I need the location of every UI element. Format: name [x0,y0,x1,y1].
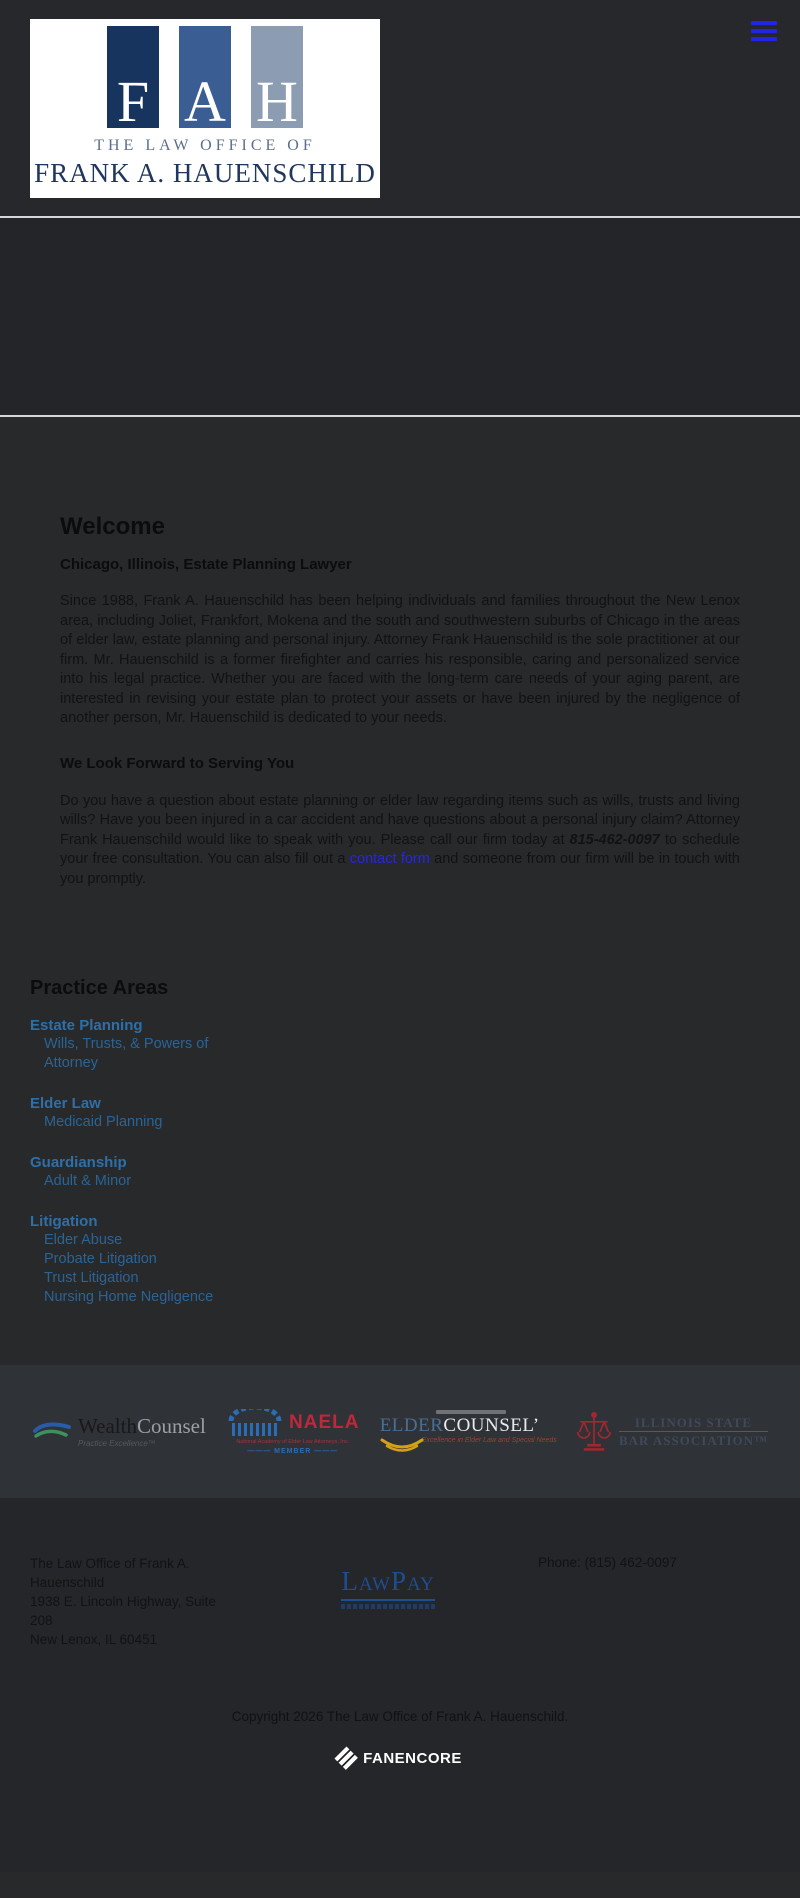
logo-initial-f: F [116,68,150,134]
paragraph-2-text-end: and someone from our firm will be in touch with you promptly. [60,851,740,887]
isba-line1: ILLINOIS STATE [634,1415,753,1430]
contact-form-link[interactable]: contact form [349,851,430,867]
logo-bar-a [179,26,231,134]
practice-areas-title: Practice Areas [30,977,169,999]
wealthcounsel-swoosh-icon [32,1420,72,1444]
practice-link-adult-minor[interactable]: Adult & Minor [44,1173,132,1189]
fanencore-diamond-icon [335,1746,359,1770]
practice-link-litigation[interactable]: Litigation [30,1213,98,1230]
practice-link-probate-litigation[interactable]: Probate Litigation [44,1251,157,1267]
wealthcounsel-tagline: Practice Excellence™ [78,1438,156,1448]
logo-tagline: THE LAW OFFICE OF [94,137,316,154]
phone-number-inline: 815-462-0097 [569,831,660,848]
address-street: 1938 E. Lincoln Highway, Suite 208 [30,1594,216,1628]
paragraph-2-text: Do you have a question about estate planning or elder law regarding items such as wills, trusts and living wills? Have you been injured in a car accident and have questions about a personal injury claim? Attorney Frank Hauenschild would like to speak with you. Please call our firm today at [60,792,740,848]
practice-link-nursing-home-negligence[interactable]: Nursing Home Negligence [44,1289,214,1305]
site-header [0,0,800,218]
eldercounsel-word2: COUNSEL’ [443,1414,540,1436]
naela-acronym: NAELA [289,1411,360,1433]
fanencore-badge[interactable] [0,1750,800,1767]
paragraph-2-text-mid: to schedule your free consultation. You can also fill out a [60,831,740,867]
lawpay-letter-p: P [390,1566,407,1596]
naela-subtitle: National Academy of Elder Law Attorneys, Inc. [236,1438,350,1445]
footer-phone: Phone: (815) 462-0097 [538,1555,677,1570]
address-city: New Lenox, IL 60451 [30,1632,158,1647]
wealthcounsel-logo[interactable] [32,1413,206,1448]
copyright-notice: Copyright 2026 The Law Office of Frank A. Hauenschild. [231,1709,569,1724]
welcome-paragraph-1: Since 1988, Frank A. Hauenschild has been helping individuals and families throughout the New Lenox area, including Joliet, Frankfort, Mokena and the south and southwestern suburbs of Chicago in the areas of elder law, estate planning and personal injury. Attorney Frank Hauenschild is the sole practitioner at our firm. Mr. Hauenschild is a former firefighter and carries his responsible, caring and personalized service into his legal practice. Whether you are faced with the long-term care needs of your aging parent, are interested in revising your estate plan to protect your assets or have been injured by the negligence of another person, Mr. Hauenschild is dedicated to your needs. [60,593,740,726]
address-firm-name: The Law Office of Frank A. Hauenschild [30,1556,190,1590]
practice-group-elder-law [30,1094,226,1132]
eldercounsel-arcs-icon [380,1438,424,1454]
isba-line2: BAR ASSOCIATION™ [618,1433,768,1448]
wealthcounsel-word1: Wealth [78,1413,137,1438]
practice-link-elder-abuse[interactable]: Elder Abuse [44,1232,123,1248]
fanencore-name: FANENCORE [363,1750,462,1767]
footer-address [30,1554,238,1649]
practice-group-litigation [30,1212,226,1307]
practice-link-estate-planning[interactable]: Estate Planning [30,1017,143,1034]
practice-group-guardianship [30,1153,226,1191]
naela-member-label: ——— MEMBER ——— [247,1447,339,1455]
practice-link-elder-law[interactable]: Elder Law [30,1095,101,1112]
page-title: Welcome [60,513,165,540]
lawpay-letters-ay: AY [406,1574,435,1595]
welcome-paragraph-2 [60,792,740,890]
logo-bar-h [251,26,303,134]
logo-initial-h: H [256,68,298,134]
eldercounsel-tagline: Excellence in Elder Law and Special Needs [421,1436,557,1444]
naela-logo[interactable] [226,1409,359,1455]
logo-bar-f [107,26,159,134]
practice-areas-section [0,889,800,1307]
eldercounsel-word1: ELDER [379,1414,444,1436]
illinois-state-bar-logo[interactable] [577,1411,768,1453]
lawpay-logo[interactable] [341,1566,434,1609]
eldercounsel-top-tagline [436,1410,506,1414]
isba-divider [619,1431,768,1432]
practice-link-medicaid-planning[interactable]: Medicaid Planning [44,1114,163,1130]
practice-link-trust-litigation[interactable]: Trust Litigation [44,1270,139,1286]
naela-columns-icon [226,1409,284,1437]
welcome-subtitle: Chicago, Illinois, Estate Planning Lawyer [60,556,352,573]
serving-heading: We Look Forward to Serving You [60,754,295,772]
site-footer [0,1498,800,1872]
lawpay-underline [341,1599,434,1601]
practice-link-wills-trusts[interactable]: Wills, Trusts, & Powers of Attorney [44,1036,209,1071]
hero-banner [0,218,800,417]
lawpay-micro-tagline [341,1604,434,1609]
logo-initial-bars [30,26,380,134]
hamburger-menu-icon[interactable] [751,21,777,45]
scales-of-justice-icon [577,1411,611,1453]
practice-link-guardianship[interactable]: Guardianship [30,1154,127,1171]
lawpay-letter-l: L [341,1566,359,1596]
lawpay-letters-aw: AW [358,1574,391,1595]
practice-group-estate-planning [30,1016,226,1073]
logo-firm-name: FRANK A. HAUENSCHILD [34,158,376,188]
firm-logo[interactable] [30,19,380,198]
wealthcounsel-word2: Counsel [136,1413,206,1438]
eldercounsel-logo[interactable] [380,1410,557,1454]
logo-initial-a: A [184,68,226,134]
welcome-section [0,417,800,889]
membership-logo-strip [0,1365,800,1498]
